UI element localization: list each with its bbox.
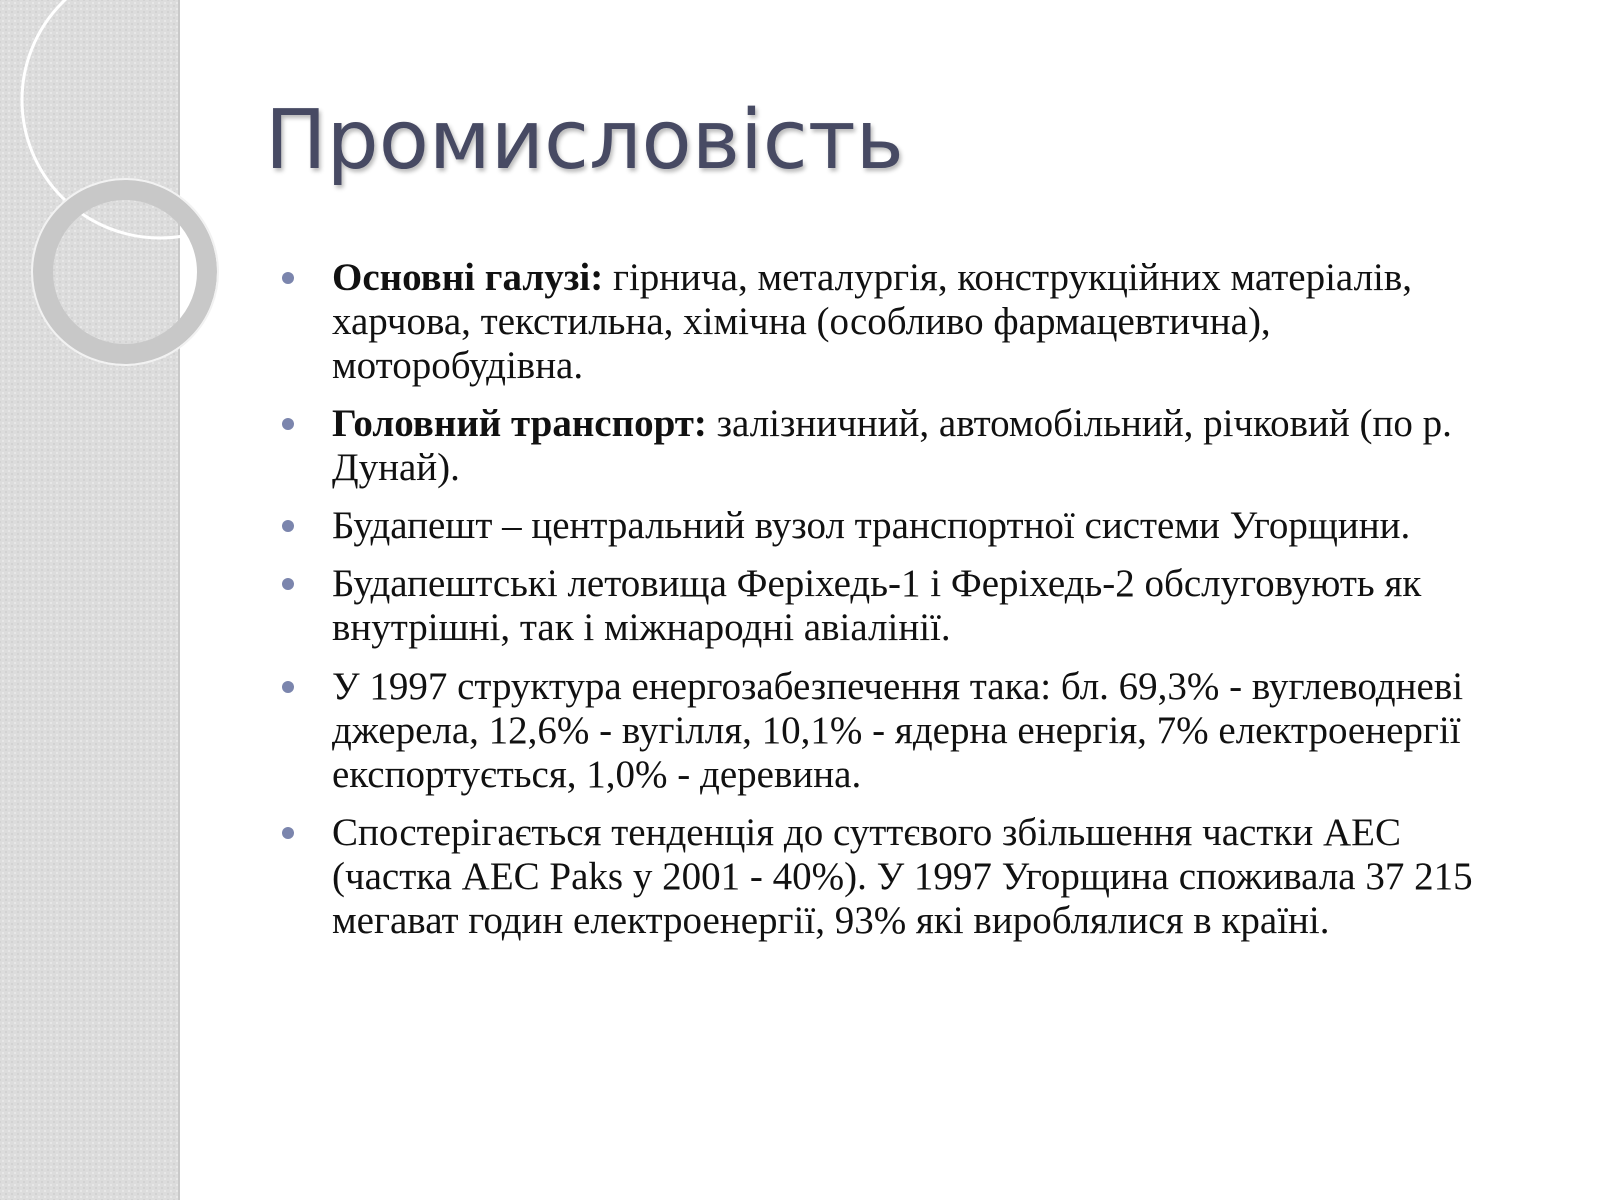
side-panel [0,0,180,1200]
bullet-icon [282,520,294,532]
bullet-text: Будапешт – центральний вузол транспортної системи Угорщини. [332,504,1411,548]
bullet-text: залізничний, автомобільний, річковий (по р. Дунай). [332,402,1452,490]
bullet-icon [282,681,294,693]
bullet-text: Спостерігається тенденція до суттєвого збільшення частки АЕС (частка АЕС Paks у 2001 - 40%). У 1997 Угорщина споживала 37 215 мегават годин електроенергії, 93% які вироблялися в країні. [332,810,1473,942]
bullet-icon [282,827,294,839]
bullet-text: Будапештські летовища Феріхедь-1 і Феріхедь-2 обслуговують як внутрішні, так і міжнародні авіалінії. [332,562,1422,650]
list-item [282,562,1522,650]
bullet-icon [282,272,294,284]
bullet-text: гірнича, металургія, конструкційних матеріалів, харчова, текстильна, хімічна (особливо фармацевтична), моторобудівна. [332,256,1413,388]
page-title: Промисловість [265,93,904,188]
bullet-icon [282,418,294,430]
list-item [282,665,1522,797]
bullet-icon [282,578,294,590]
bullet-lead: Головний транспорт: [332,402,707,446]
list-item [282,256,1522,388]
bullet-list [282,256,1522,957]
bullet-text: У 1997 структура енергозабезпечення така: бл. 69,3% - вуглеводневі джерела, 12,6% - вугілля, 10,1% - ядерна енергія, 7% електроенергії експортується, 1,0% - деревина. [332,664,1464,796]
bullet-lead: Основні галузі: [332,256,604,299]
list-item [282,402,1522,490]
list-item [282,504,1522,548]
list-item [282,811,1522,943]
